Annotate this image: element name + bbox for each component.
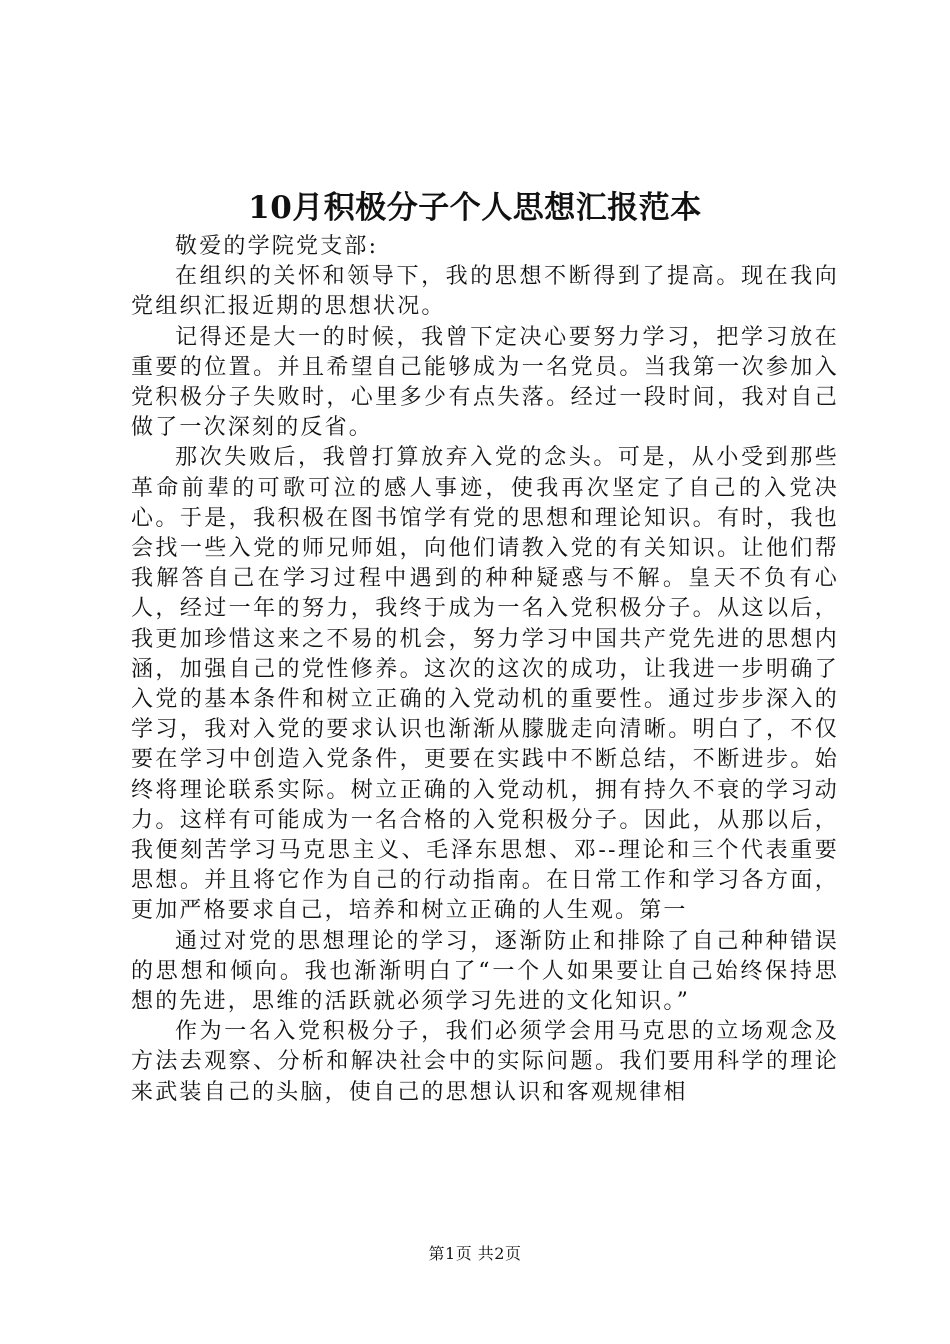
document-title: 10月积极分子个人思想汇报范本 [248,190,702,226]
paragraph: 记得还是大一的时候，我曾下定决心要努力学习，把学习放在重要的位置。并且希望自己能够成为一名党员。当我第一次参加入党积极分子失败时，心里多少有点失落。经过一段时间，我对自己做了一次深刻的反省。 [131,324,839,441]
paragraph: 通过对党的思想理论的学习，逐渐防止和排除了自己种种错误的思想和倾向。我也渐渐明白了“一个人如果要让自己始终保持思想的先进，思维的活跃就必须学习先进的文化知识。” [131,928,839,1015]
salutation: 敬爱的学院党支部: [175,234,379,259]
paragraph: 那次失败后，我曾打算放弃入党的念头。可是，从小受到那些革命前辈的可歌可泣的感人事迹，使我再次坚定了自己的入党决心。于是，我积极在图书馆学有党的思想和理论知识。有时，我也会找一些入党的师兄师姐，向他们请教入党的有关知识。让他们帮我解答自己在学习过程中遇到的种种疑惑与不解。皇天不负有心人，经过一年的努力，我终于成为一名入党积极分子。从这以后，我更加珍惜这来之不易的机会，努力学习中国共产党先进的思想内涵，加强自己的党性修养。这次的这次的成功，让我进一步明确了入党的基本条件和树立正确的入党动机的重要性。通过步步深入的学习，我对入党的要求认识也渐渐从朦胧走向清晰。明白了，不仅要在学习中创造入党条件，更要在实践中不断总结，不断进步。始终将理论联系实际。树立正确的入党动机，拥有持久不衰的学习动力。这样有可能成为一名合格的入党积极分子。因此，从那以后，我便刻苦学习马克思主义、毛泽东思想、邓--理论和三个代表重要思想。并且将它作为自己的行动指南。在日常工作和学习各方面，更加严格要求自己，培养和树立正确的人生观。第一 [131,445,839,924]
page-number-footer: 第1页 共2页 [428,1244,522,1263]
paragraph: 在组织的关怀和领导下，我的思想不断得到了提高。现在我向党组织汇报近期的思想状况。 [131,264,839,320]
paragraph: 作为一名入党积极分子，我们必须学会用马克思的立场观念及方法去观察、分析和解决社会中的实际问题。我们要用科学的理论来武装自己的头脑，使自己的思想认识和客观规律相 [131,1019,839,1105]
document-body [131,232,839,1108]
